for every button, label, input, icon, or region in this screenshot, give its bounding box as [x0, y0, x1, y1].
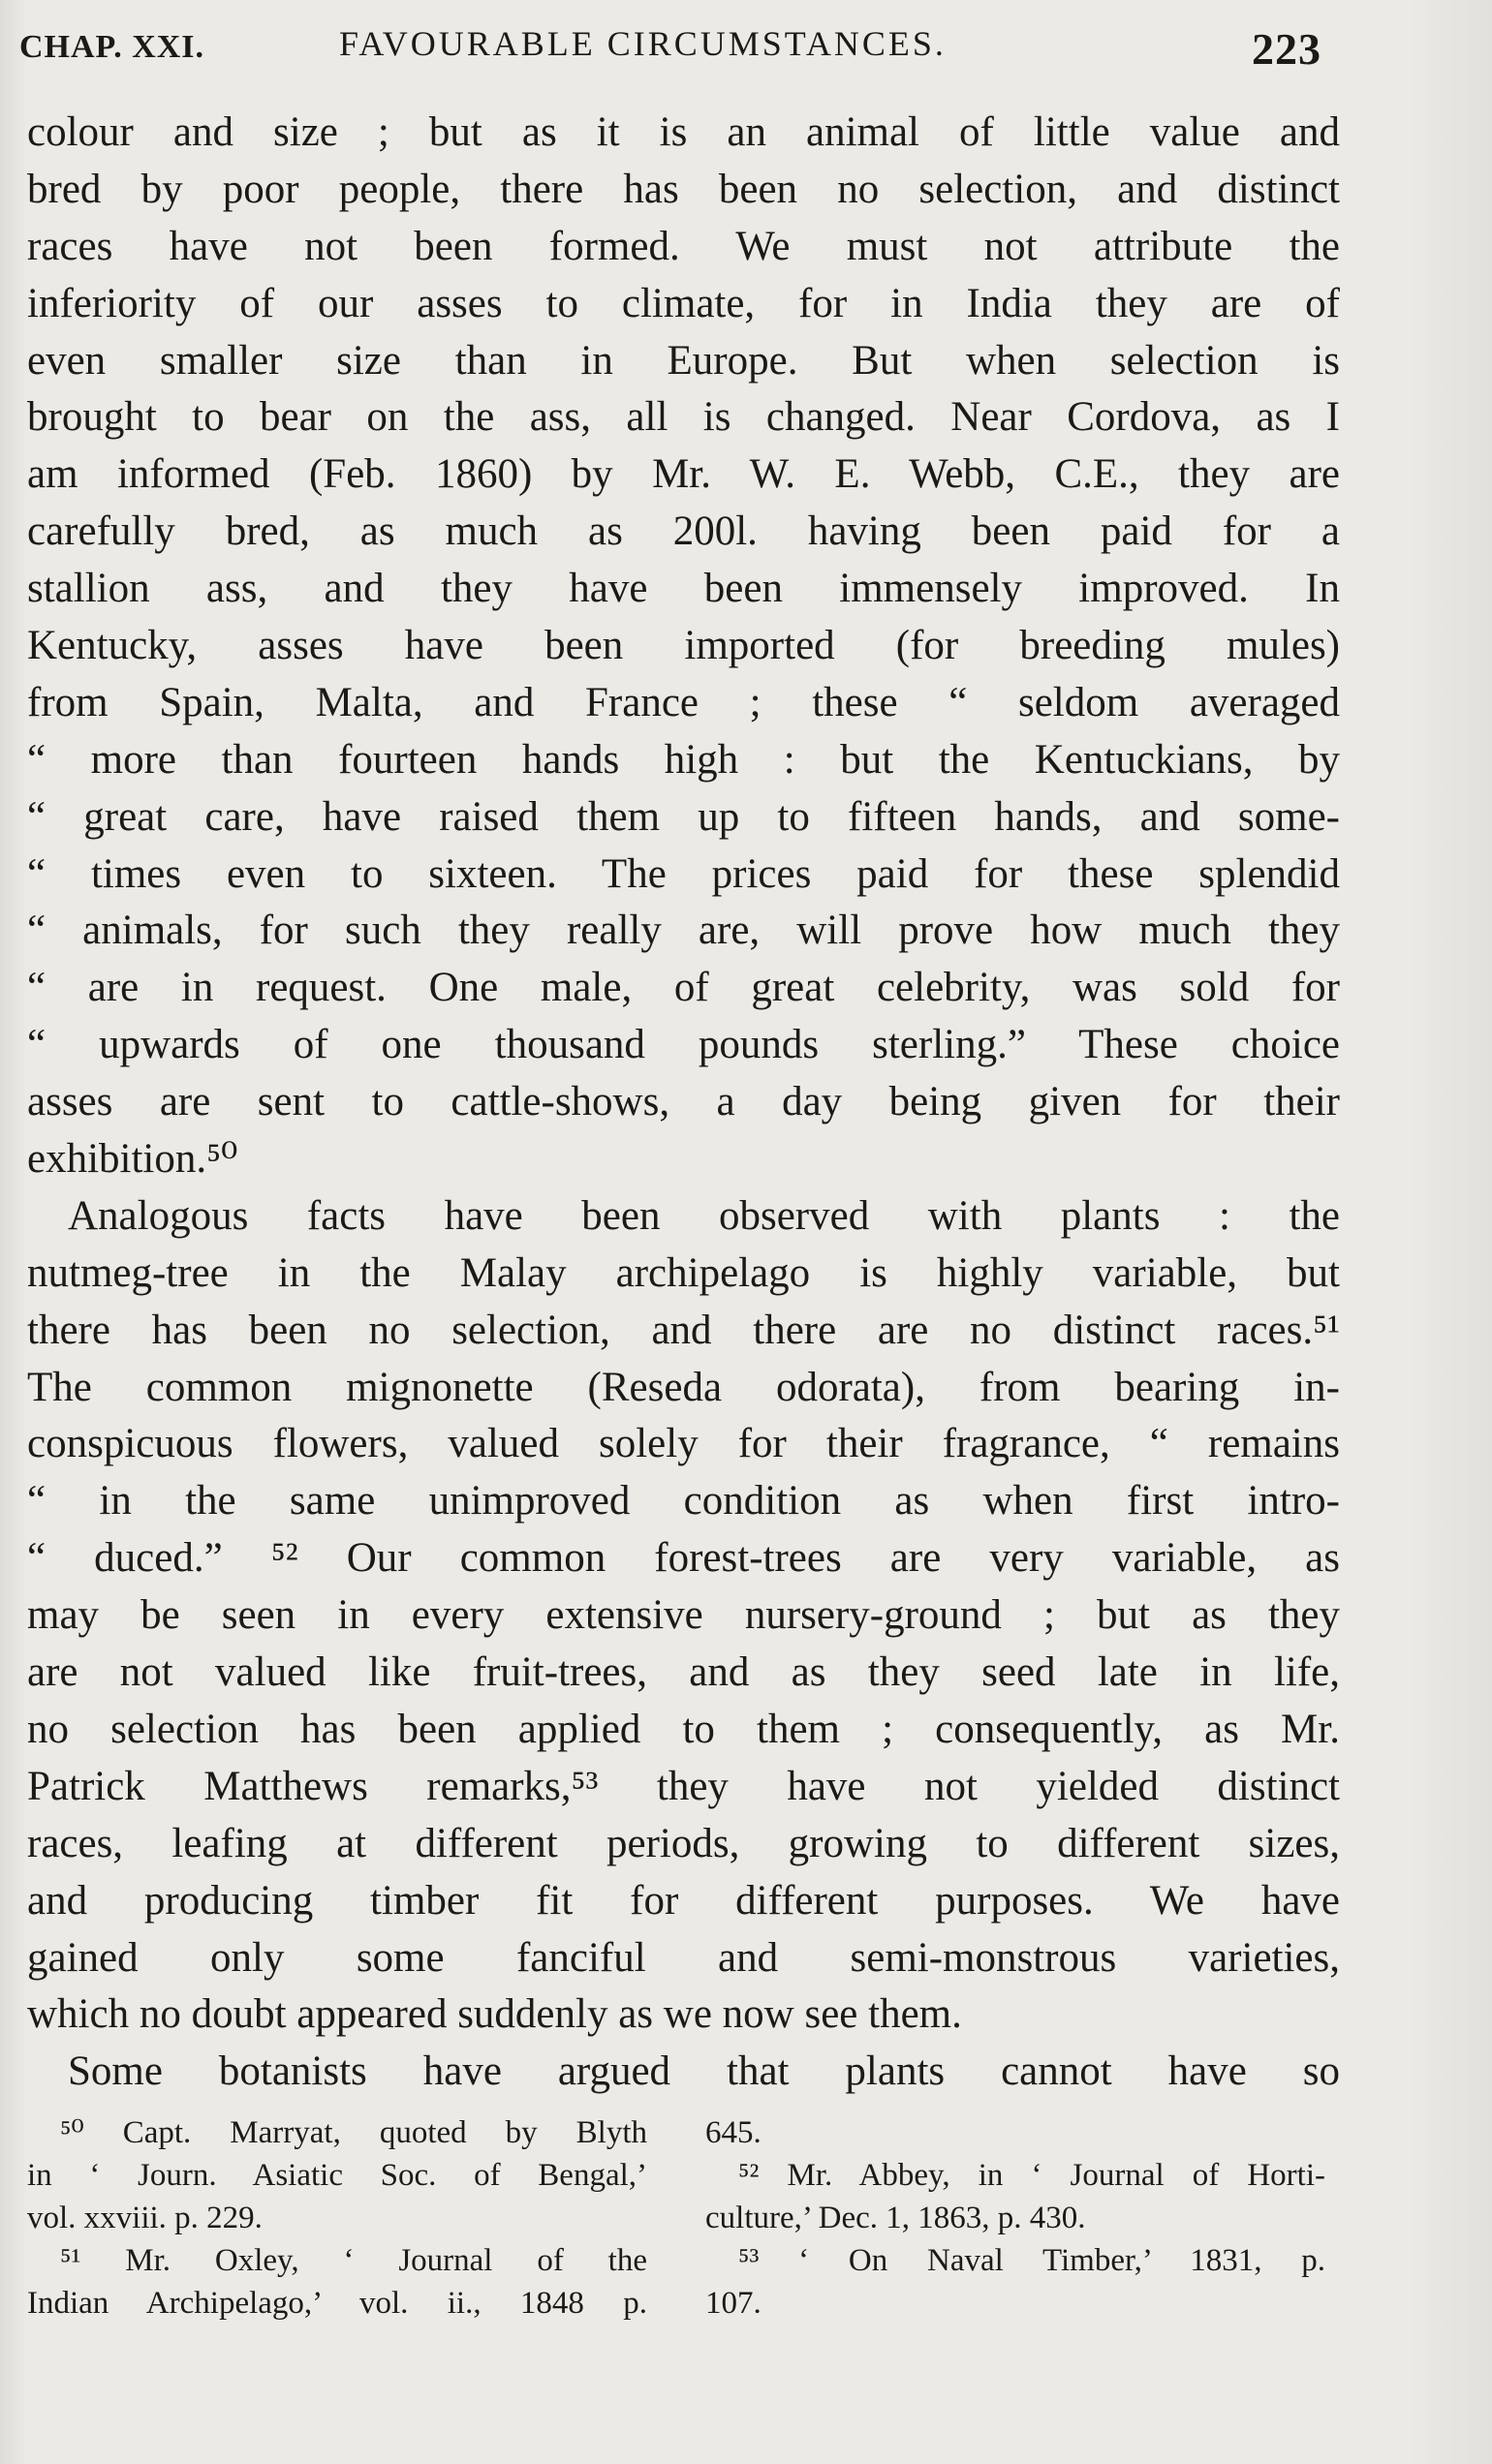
text-line: am informed (Feb. 1860) by Mr. W. E. Webb, C.E., they are	[27, 451, 1340, 498]
text-line: “ are in request. One male, of great celebrity, was sold for	[27, 965, 1340, 1011]
footnote-line: Indian Archipelago,’ vol. ii., 1848 p.	[27, 2286, 647, 2321]
footnote-line: ⁵⁰ Capt. Marryat, quoted by Blyth	[60, 2115, 647, 2150]
text-line: Analogous facts have been observed with plants : the	[68, 1192, 1340, 1239]
text-line: asses are sent to cattle-shows, a day being given for their	[27, 1079, 1340, 1125]
text-line: from Spain, Malta, and France ; these “ seldom averaged	[27, 679, 1340, 725]
footnote-line: in ‘ Journ. Asiatic Soc. of Bengal,’	[27, 2158, 647, 2193]
text-line: conspicuous flowers, valued solely for their fragrance, “ remains	[27, 1421, 1340, 1467]
text-line: stallion ass, and they have been immensely improved. In	[27, 566, 1340, 612]
text-line: even smaller size than in Europe. But when selection is	[27, 337, 1340, 384]
running-title: FAVOURABLE CIRCUMSTANCES.	[339, 24, 947, 63]
text-line: there has been no selection, and there are no distinct races.⁵¹	[27, 1307, 1340, 1353]
footnote-line: 107.	[705, 2286, 762, 2321]
text-line: “ duced.” ⁵² Our common forest-trees are very variable, as	[27, 1535, 1340, 1582]
text-line: are not valued like fruit-trees, and as they seed late in life,	[27, 1649, 1340, 1696]
footnotes-left-column	[27, 2111, 647, 2325]
text-line: carefully bred, as much as 200l. having been paid for a	[27, 508, 1340, 555]
text-line: gained only some fanciful and semi-monstrous varieties,	[27, 1934, 1340, 1981]
text-line: colour and size ; but as it is an animal of little value and	[27, 109, 1340, 155]
text-line: “ upwards of one thousand pounds sterling.” These choice	[27, 1022, 1340, 1068]
footnotes-right-column	[705, 2111, 1325, 2325]
text-line: “ times even to sixteen. The prices paid for these splendid	[27, 850, 1340, 897]
footnote-line: ⁵² Mr. Abbey, in ‘ Journal of Horti-	[738, 2158, 1325, 2193]
footnote-line: ⁵³ ‘ On Naval Timber,’ 1831, p.	[738, 2243, 1325, 2278]
footnote-line: vol. xxviii. p. 229.	[27, 2201, 263, 2235]
text-line: brought to bear on the ass, all is changed. Near Cordova, as I	[27, 394, 1340, 441]
text-line: which no doubt appeared suddenly as we now see them.	[27, 1991, 962, 2038]
text-line: may be seen in every extensive nursery-ground ; but as they	[27, 1592, 1340, 1639]
text-line: bred by poor people, there has been no selection, and distinct	[27, 166, 1340, 212]
text-line: “ animals, for such they really are, will prove how much they	[27, 908, 1340, 954]
text-line: The common mignonette (Reseda odorata), from bearing in-	[27, 1364, 1340, 1410]
text-line: Some botanists have argued that plants cannot have so	[68, 2048, 1340, 2095]
footnote-line: culture,’ Dec. 1, 1863, p. 430.	[705, 2201, 1086, 2235]
text-line: “ great care, have raised them up to fifteen hands, and some-	[27, 793, 1340, 840]
text-line: nutmeg-tree in the Malay archipelago is highly variable, but	[27, 1249, 1340, 1296]
text-line: “ more than fourteen hands high : but the Kentuckians, by	[27, 736, 1340, 783]
text-line: races, leafing at different periods, growing to different sizes,	[27, 1820, 1340, 1866]
footnote-line: ⁵¹ Mr. Oxley, ‘ Journal of the	[60, 2243, 647, 2278]
text-line: and producing timber fit for different purposes. We have	[27, 1877, 1340, 1924]
text-line: Patrick Matthews remarks,⁵³ they have not yielded distinct	[27, 1763, 1340, 1809]
text-line: exhibition.⁵⁰	[27, 1136, 238, 1183]
text-line: inferiority of our asses to climate, for in India they are of	[27, 280, 1340, 326]
text-line: races have not been formed. We must not attribute the	[27, 223, 1340, 269]
text-line: no selection has been applied to them ; consequently, as Mr.	[27, 1706, 1340, 1752]
text-line: Kentucky, asses have been imported (for breeding mules)	[27, 623, 1340, 669]
main-text	[27, 105, 1340, 2101]
running-header	[19, 14, 1337, 83]
footnote-line: 645.	[705, 2115, 762, 2150]
text-line: “ in the same unimproved condition as when first intro-	[27, 1478, 1340, 1525]
page-number: 223	[1252, 24, 1321, 74]
chapter-label: CHAP. XXI.	[19, 29, 205, 65]
